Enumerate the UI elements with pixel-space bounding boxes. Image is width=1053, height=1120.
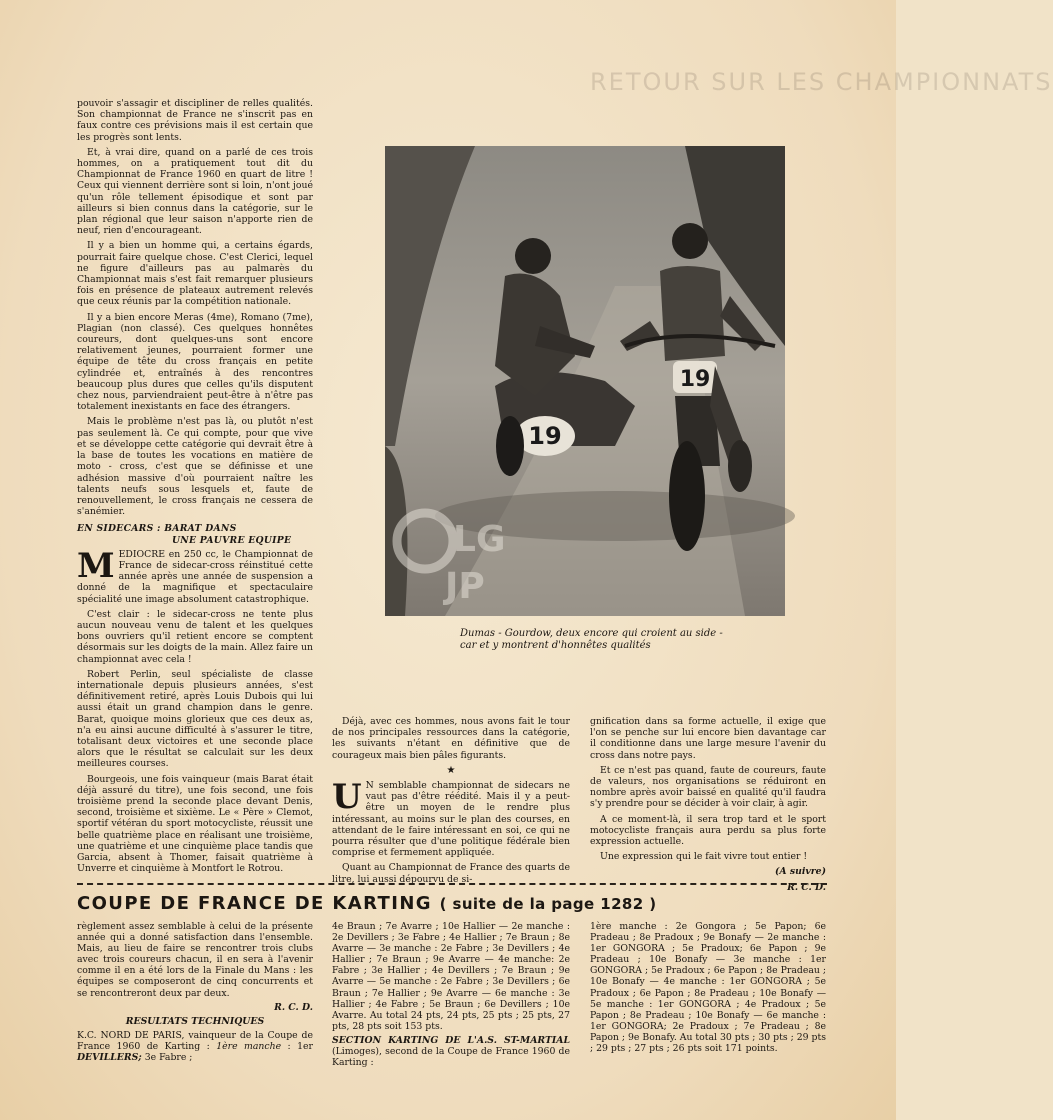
paragraph: pouvoir s'assagir et discipliner de relles qualités. Son championnat de France ne s'inscrit pas en faux contre ces prévisions mais il est certain que les progrès sont lents. <box>77 98 313 143</box>
paragraph: Et ce n'est pas quand, faute de coureurs, faute de valeurs, nos organisations se réduiront en nombre après avoir baissé en qualité qu'il faudra s'y prendre pour se décider à voir clair, à agir. <box>590 764 826 810</box>
subheading-line-2: UNE PAUVRE EQUIPE <box>172 534 292 546</box>
sidecar-photo <box>385 146 785 616</box>
middle-column <box>332 716 570 889</box>
photo-caption: Dumas - Gourdow, deux encore qui croient au side - car et y montrent d'honnêtes qualités <box>460 628 723 651</box>
drop-cap: U <box>332 777 362 818</box>
watermark-letters-top: LG <box>453 519 506 560</box>
club-name: SECTION KARTING DE L'A.S. ST-MARTIAL <box>332 1034 570 1046</box>
result-manche: 1ère manche <box>216 1040 282 1052</box>
paragraph: Bourgeois, une fois vainqueur (mais Barat était déjà assuré du titre), une fois second, une fois troisième prend la seconde place devant Denis, second, troisième et sixième. Le « Père » Clemot, sportif vétéran du sport motocycliste, réussit une belle quatrième place en réalisant une troisième, une quatrième et une cinquième place tandis que Garcia, absent à Thomer, faisait quatrième à Unverre et cinquième à Montfort le Rotrou. <box>77 773 313 875</box>
paragraph: 1ère manche : 2e Gongora ; 5e Papon; 6e Pradeau ; 8e Pradoux ; 9e Bonafy — 2e manche : 1er GONGORA ; 5e Pradoux; 6e Papon ; 9e Pradeau ; 10e Bonafy — 3e manche : 1er GONGORA ; 5e Pradoux ; 6e Papon ; 8e Pradeau ; 10e Bonafy — 4e manche : 1er GONGORA ; 5e Pradoux ; 6e Papon ; 8e Pradeau ; 10e Bonafy — 5e manche : 1er GONGORA ; 4e Pradoux ; 5e Papon ; 8e Pradeau ; 10e Bonafy — 6e manche : 1er GONGORA; 2e Pradoux ; 7e Pradeau ; 8e Papon ; 9e Bonafy. Au total 30 pts ; 30 pts ; 29 pts ; 29 pts ; 27 pts ; 26 pts soit 171 points. <box>590 921 826 1055</box>
results-heading: RESULTATS TECHNIQUES <box>125 1015 265 1027</box>
paragraph: Il y a bien un homme qui, a certains égards, pourrait faire quelque chose. C'est Clerici, lequel ne figure d'ailleurs pas au palmarès du Championnat mais s'est fait remarquer plusieurs fois en présence de plateaux autrement relevés que ceux réunis par la compétition nationale. <box>77 240 313 308</box>
motorcycle-number: 19 <box>679 367 711 392</box>
result-text: K.C. NORD DE PARIS, vainqueur de la Coupe de France 1960 de Karting : <box>77 1029 313 1052</box>
paragraph <box>77 1030 313 1063</box>
drop-cap: M <box>77 545 115 586</box>
paragraph: A ce moment-là, il sera trop tard et le sport motocycliste français aura perdu sa plus forte expression actuelle. <box>590 813 826 848</box>
karting-column-2 <box>332 921 570 1071</box>
star-separator: ★ <box>446 764 456 776</box>
paragraph: Robert Perlin, seul spécialiste de classe internationale depuis plusieurs années, s'est définitivement retiré, après Louis Dubois qui lui aussi était un grand champion dans le genre. Barat, quoique moins glorieux que ces deux as, n'a eu ainsi aucune difficulté à s'assurer le titre, totalisant deux victoires et une seconde place alors que le résultat se calculait sur les deux meilleures courses. <box>77 668 313 770</box>
paragraph: Il y a bien encore Meras (4me), Romano (7me), Plagian (non classé). Ces quelques honnêtes coureurs, dont quelques-uns sont encore relativement jeunes, pourraient former une équipe de tête du cross français en petite cylindrée et, entraînés à des rencontres beaucoup plus dures que celles qu'ils disputent chez nous, parviendraient peut-être à n'être pas totalement inexistants en face des étrangers. <box>77 311 313 413</box>
sidecar-number: 19 <box>528 422 562 450</box>
result-winner: DEVILLERS; <box>77 1052 142 1064</box>
a-suivre-note: (A suivre) <box>775 866 826 878</box>
paragraph: C'est clair : le sidecar-cross ne tente plus aucun nouveau venu de talent et les quelques bons ouvriers qu'il retient encore se comptent désormais sur les doigts de la main. Allez faire un championnat avec cela ! <box>77 608 313 665</box>
sidecar-photo-illustration <box>385 146 785 616</box>
section-divider <box>77 883 827 885</box>
author-signature: R. C. D. <box>787 881 826 893</box>
result-text: 3e Fabre ; <box>144 1052 193 1064</box>
watermark-letters-bottom: JP <box>445 566 485 607</box>
karting-title: COUPE DE FRANCE DE KARTING <box>77 893 432 914</box>
dropcap-paragraph <box>332 777 570 859</box>
paragraph: 4e Braun ; 7e Avarre ; 10e Hallier — 2e manche : 2e Devillers ; 3e Fabre ; 4e Hallier ; 7e Braun ; 8e Avarre — 3e manche : 2e Fabre ; 3e Devillers ; 4e Hallier ; 7e Braun ; 9e Avarre — 4e manche: 2e Fabre ; 3e Hallier ; 4e Devillers ; 7e Braun ; 9e Avarre — 5e manche : 2e Fabre ; 3e Devillers ; 6e Braun ; 7e Hallier ; 9e Avarre — 6e manche : 3e Hallier ; 4e Fabre ; 5e Braun ; 6e Devillers ; 10e Avarre. Au total 24 pts, 24 pts, 25 pts ; 25 pts, 27 pts, 28 pts soit 153 pts. <box>332 921 570 1032</box>
paragraph: Et, à vrai dire, quand on a parlé de ces trois hommes, on a pratiquement tout dit du Championnat de France 1960 en quart de litre ! Ceux qui viennent derrière sont si loin, n'ont joué qu'un rôle tellement épisodique et sont par ailleurs si bien connus dans la catégorie, sur le plan régional que leur saison n'apporte rien de neuf, rien d'encourageant. <box>77 146 313 237</box>
section-subheading <box>77 523 313 545</box>
paragraph: Quant au Championnat de France des quarts de litre, lui aussi dépourvu de si- <box>332 862 570 885</box>
show-through-text: RETOUR SUR LES CHAMPIONNATS <box>590 68 1053 96</box>
karting-column-1 <box>77 921 313 1066</box>
karting-signature: R. C. D. <box>274 1001 313 1013</box>
paragraph: règlement assez semblable à celui de la présente année qui a donné satisfaction dans l'ensemble. Mais, au lieu de faire se rencontrer trois clubs avec trois coureurs chacun, il en sera à l'avenir comme il en a été lors de la Finale du Mans : les équipes se composeront de cinq concurrents et se rencontreront deux par deux. <box>77 921 313 999</box>
paragraph-text: EDIOCRE en 250 cc, le Championnat de France de sidecar-cross réinstitué cette année après une année de suspension a donné de la magnifique et spectaculaire spécialité une image absolument catastrophique. <box>77 548 313 605</box>
karting-headline <box>77 893 837 914</box>
left-column <box>77 98 313 878</box>
paragraph: Mais le problème n'est pas là, ou plutôt n'est pas seulement là. Ce qui compte, pour que vive et se développe cette catégorie qui devrait être à la base de toutes les vocations en matière de moto - cross, c'est que se définisse et une adhésion massive d'où pourraient naître les talents neufs sous lesquels et, faute de renouvellement, le cross français ne cessera de s'anémier. <box>77 416 313 518</box>
paragraph: Une expression qui le fait vivre tout entier ! <box>600 851 808 863</box>
continued-from-note: ( suite de la page 1282 ) <box>439 895 657 913</box>
right-column <box>590 716 826 897</box>
result-text: (Limoges), second de la Coupe de France 1960 de Karting : <box>332 1046 570 1069</box>
karting-column-3 <box>590 921 826 1057</box>
result-text: : 1er <box>287 1040 313 1052</box>
paragraph <box>332 1035 570 1068</box>
subheading-line-1: EN SIDECARS : BARAT DANS <box>77 523 237 535</box>
paragraph: Déjà, avec ces hommes, nous avons fait le tour de nos principales ressources dans la catégorie, les suivants n'étant en définitive que de courageux mais bien pâles figurants. <box>332 716 570 761</box>
dropcap-paragraph <box>77 545 313 605</box>
paragraph-text: N semblable championnat de sidecars ne vaut pas d'être réédité. Mais il y a peut-être un moyen de le rendre plus intéressant, au moins sur le plan des courses, en attendant de le faire intéressant en soi, ce qui ne pourra résulter que d'une politique fédérale bien comprise et fermement appliquée. <box>332 780 570 859</box>
paragraph: gnification dans sa forme actuelle, il exige que l'on se penche sur lui encore bien davantage car il conditionne dans une large mesure l'avenir du cross dans notre pays. <box>590 716 826 761</box>
